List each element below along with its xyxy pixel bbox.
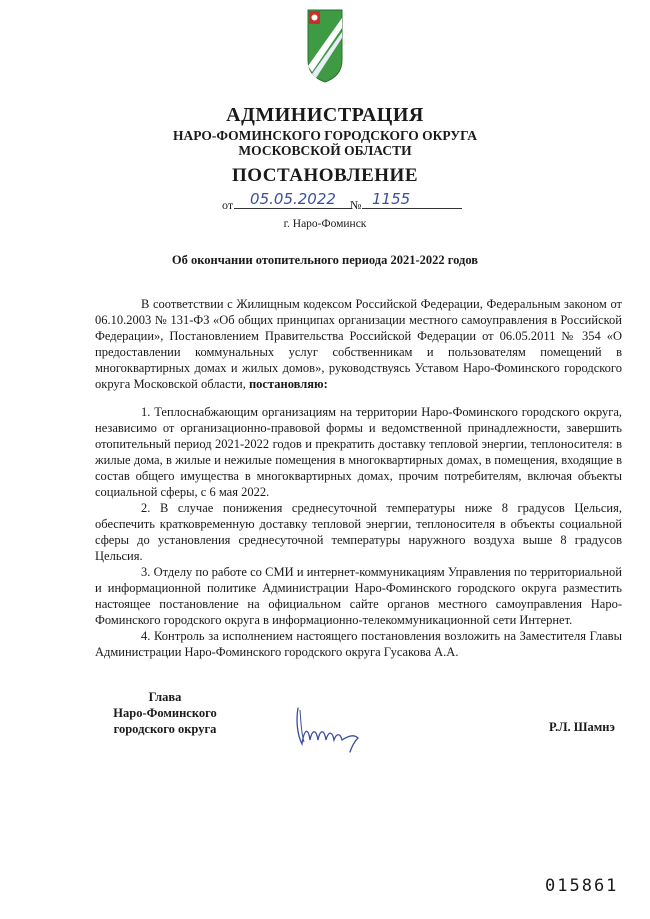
- preamble: [95, 296, 622, 392]
- decree-item-2: 2. В случае понижения среднесуточной температуры ниже 8 градусов Цельсия, обеспечить кратковременную доставку тепловой энергии, теплоносителя в объекты социальной сферы до установления среднесуточной температуры наружного воздуха выше 8 градусов Цельсия.: [95, 501, 622, 563]
- handwritten-signature: [292, 700, 372, 755]
- decree-item-1: 1. Теплоснабжающим организациям на территории Наро-Фоминского городского округа, независимо от организационно-правовой формы и ведомственной принадлежности, завершить отопительный период 2021-2022 годов и прекратить доставку тепловой энергии, теплоносителя: в жилые дома, в жилые и нежилые помещения в многоквартирных домах, в помещения, входящие в состав общего имущества в многоквартирных домах, прочим потребителям, включая объекты социальной сферы, с 6 мая 2022.: [95, 405, 622, 499]
- document-type: ПОСТАНОВЛЕНИЕ: [231, 165, 419, 186]
- document-number: 1155: [362, 190, 462, 209]
- signatory-title-line-2: Наро-Фоминского: [113, 706, 217, 720]
- signatory-title: [95, 689, 235, 737]
- coat-of-arms-icon: [306, 8, 344, 84]
- header-district: НАРО-ФОМИНСКОГО ГОРОДСКОГО ОКРУГА: [172, 128, 478, 143]
- serial-number: 015861: [545, 876, 619, 896]
- header-administration: АДМИНИСТРАЦИЯ: [226, 104, 424, 126]
- signatory-title-line-3: городского округа: [113, 722, 217, 736]
- signatory-title-line-1: Глава: [148, 690, 182, 704]
- city: г. Наро-Фоминск: [283, 218, 367, 230]
- preamble-decree-word: постановляю:: [248, 377, 328, 391]
- number-label: №: [350, 198, 362, 212]
- decree-items: [95, 404, 622, 660]
- document-title: Об окончании отопительного периода 2021-2022 годов: [171, 253, 479, 267]
- header-region: МОСКОВСКОЙ ОБЛАСТИ: [238, 143, 412, 158]
- preamble-text: В соответствии с Жилищным кодексом Российской Федерации, Федеральным законом от 06.10.2003 № 131-ФЗ «Об общих принципах организации местного самоуправления в Российской Федерации», Постановлением Правительства Российской Федерации от 06.05.2011 № 354 «О предоставлении коммунальных услуг собственникам и пользователям помещений в многоквартирных домах и жилых домов», руководствуясь Уставом Наро-Фоминского городского округа Московской области,: [95, 297, 622, 391]
- date-label: от: [222, 198, 234, 212]
- decree-item-3: 3. Отделу по работе со СМИ и интернет-коммуникациям Управления по территориальной и информационной политике Администрации Наро-Фоминского городского округа разместить настоящее постановление на официальном сайте органов местного самоуправления Наро-Фоминского городского округа в информационно-телекоммуникационной сети Интернет.: [95, 565, 622, 627]
- signatory-name: Р.Л. Шамнэ: [549, 720, 615, 734]
- decree-item-4: 4. Контроль за исполнением настоящего постановления возложить на Заместителя Главы Администрации Наро-Фоминского городского округа Гусакова А.А.: [95, 629, 622, 659]
- document-date: 05.05.2022: [234, 190, 352, 209]
